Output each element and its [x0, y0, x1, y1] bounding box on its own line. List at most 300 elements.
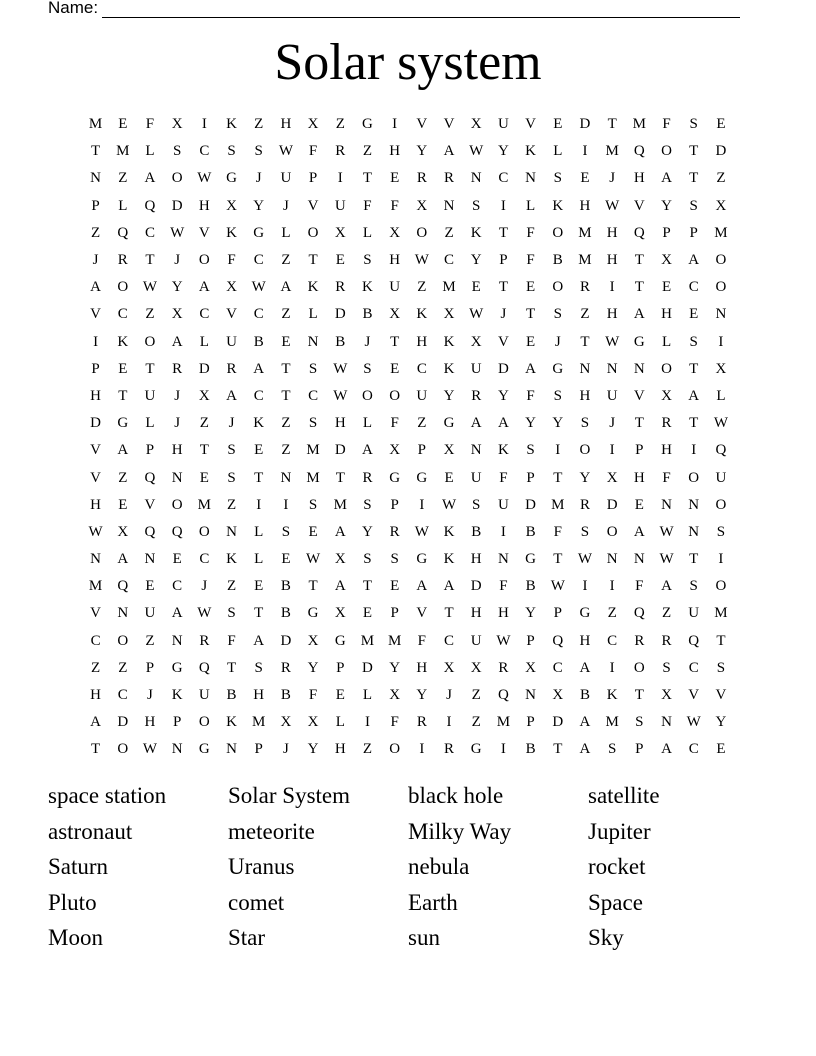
- grid-letter[interactable]: D: [334, 442, 346, 459]
- grid-letter[interactable]: X: [334, 551, 346, 568]
- grid-letter[interactable]: O: [633, 659, 645, 676]
- grid-letter[interactable]: H: [661, 306, 672, 323]
- grid-letter[interactable]: J: [282, 197, 289, 214]
- grid-letter[interactable]: B: [253, 333, 264, 350]
- grid-letter[interactable]: T: [689, 170, 699, 187]
- grid-letter[interactable]: A: [688, 252, 700, 269]
- grid-letter[interactable]: N: [90, 170, 102, 187]
- grid-letter[interactable]: Z: [91, 224, 101, 241]
- grid-letter[interactable]: J: [228, 415, 235, 432]
- grid-letter[interactable]: C: [199, 551, 210, 568]
- grid-letter[interactable]: T: [553, 551, 563, 568]
- grid-letter[interactable]: H: [334, 741, 346, 758]
- grid-letter[interactable]: N: [497, 551, 509, 568]
- grid-letter[interactable]: K: [226, 116, 237, 133]
- grid-letter[interactable]: V: [416, 605, 428, 622]
- grid-letter[interactable]: C: [172, 578, 183, 595]
- grid-letter[interactable]: C: [199, 306, 210, 323]
- grid-letter[interactable]: R: [579, 496, 590, 513]
- grid-letter[interactable]: U: [470, 469, 482, 486]
- grid-letter[interactable]: K: [226, 224, 237, 241]
- grid-letter[interactable]: V: [497, 333, 509, 350]
- grid-letter[interactable]: P: [336, 659, 345, 676]
- grid-letter[interactable]: Z: [417, 415, 427, 432]
- grid-letter[interactable]: Q: [144, 523, 156, 540]
- grid-letter[interactable]: E: [172, 551, 182, 568]
- grid-letter[interactable]: J: [174, 387, 181, 404]
- grid-letter[interactable]: S: [689, 197, 698, 214]
- grid-letter[interactable]: I: [555, 442, 561, 459]
- grid-letter[interactable]: C: [416, 360, 427, 377]
- grid-letter[interactable]: I: [500, 741, 506, 758]
- grid-letter[interactable]: N: [171, 469, 183, 486]
- grid-letter[interactable]: A: [579, 714, 591, 731]
- grid-letter[interactable]: D: [198, 360, 210, 377]
- grid-letter[interactable]: O: [579, 442, 591, 459]
- grid-letter[interactable]: A: [633, 306, 645, 323]
- grid-letter[interactable]: X: [661, 687, 672, 704]
- grid-letter[interactable]: Y: [416, 687, 428, 704]
- grid-letter[interactable]: O: [715, 252, 727, 269]
- grid-letter[interactable]: V: [688, 687, 700, 704]
- grid-letter[interactable]: W: [441, 496, 457, 513]
- grid-letter[interactable]: T: [281, 360, 291, 377]
- grid-letter[interactable]: S: [227, 442, 236, 459]
- grid-letter[interactable]: J: [282, 741, 289, 758]
- grid-letter[interactable]: A: [253, 632, 265, 649]
- grid-letter[interactable]: G: [334, 632, 346, 649]
- grid-letter[interactable]: Y: [525, 415, 537, 432]
- grid-letter[interactable]: E: [661, 279, 672, 296]
- grid-letter[interactable]: T: [634, 415, 644, 432]
- grid-letter[interactable]: J: [609, 415, 616, 432]
- grid-letter[interactable]: B: [335, 333, 346, 350]
- grid-letter[interactable]: S: [662, 659, 671, 676]
- grid-letter[interactable]: I: [609, 659, 615, 676]
- grid-letter[interactable]: M: [442, 279, 456, 296]
- grid-letter[interactable]: V: [198, 224, 210, 241]
- grid-letter[interactable]: K: [606, 687, 618, 704]
- grid-letter[interactable]: P: [145, 659, 155, 676]
- grid-letter[interactable]: P: [390, 496, 399, 513]
- grid-letter[interactable]: S: [526, 442, 535, 459]
- grid-letter[interactable]: H: [579, 387, 591, 404]
- grid-letter[interactable]: B: [362, 306, 373, 323]
- grid-letter[interactable]: V: [90, 442, 102, 459]
- grid-letter[interactable]: K: [443, 551, 455, 568]
- grid-letter[interactable]: V: [90, 605, 102, 622]
- grid-letter[interactable]: X: [416, 197, 428, 214]
- grid-letter[interactable]: Q: [497, 687, 509, 704]
- grid-letter[interactable]: H: [389, 252, 401, 269]
- grid-letter[interactable]: S: [172, 143, 182, 160]
- grid-letter[interactable]: A: [171, 605, 183, 622]
- grid-letter[interactable]: R: [444, 170, 455, 187]
- grid-letter[interactable]: N: [688, 523, 700, 540]
- grid-letter[interactable]: T: [526, 306, 536, 323]
- grid-letter[interactable]: H: [633, 170, 645, 187]
- grid-letter[interactable]: U: [688, 605, 700, 622]
- grid-letter[interactable]: W: [251, 279, 266, 296]
- grid-letter[interactable]: O: [117, 279, 129, 296]
- grid-letter[interactable]: T: [254, 469, 264, 486]
- grid-letter[interactable]: H: [416, 333, 428, 350]
- grid-letter[interactable]: B: [525, 741, 536, 758]
- grid-letter[interactable]: E: [634, 496, 644, 513]
- grid-letter[interactable]: U: [144, 387, 156, 404]
- grid-letter[interactable]: Q: [144, 197, 156, 214]
- grid-letter[interactable]: A: [90, 714, 102, 731]
- grid-letter[interactable]: W: [605, 197, 620, 214]
- grid-letter[interactable]: H: [470, 605, 482, 622]
- grid-letter[interactable]: E: [118, 496, 128, 513]
- grid-letter[interactable]: J: [446, 687, 452, 704]
- grid-letter[interactable]: N: [171, 741, 183, 758]
- grid-letter[interactable]: I: [582, 143, 588, 160]
- grid-letter[interactable]: Y: [552, 415, 564, 432]
- grid-letter[interactable]: X: [606, 469, 618, 486]
- grid-letter[interactable]: T: [145, 252, 155, 269]
- grid-letter[interactable]: R: [661, 415, 672, 432]
- grid-letter[interactable]: X: [470, 333, 482, 350]
- grid-letter[interactable]: A: [362, 442, 373, 459]
- grid-letter[interactable]: Q: [633, 224, 645, 241]
- grid-letter[interactable]: Y: [443, 387, 455, 404]
- grid-letter[interactable]: P: [390, 605, 399, 622]
- grid-letter[interactable]: L: [362, 415, 373, 432]
- grid-letter[interactable]: P: [172, 714, 182, 731]
- grid-letter[interactable]: O: [198, 523, 210, 540]
- grid-letter[interactable]: X: [117, 523, 129, 540]
- grid-letter[interactable]: Z: [362, 741, 373, 758]
- grid-letter[interactable]: U: [389, 279, 401, 296]
- grid-letter[interactable]: A: [579, 659, 591, 676]
- grid-letter[interactable]: S: [580, 523, 590, 540]
- grid-letter[interactable]: H: [334, 415, 346, 432]
- grid-letter[interactable]: D: [552, 714, 564, 731]
- grid-letter[interactable]: D: [280, 632, 292, 649]
- grid-letter[interactable]: P: [635, 741, 644, 758]
- grid-letter[interactable]: U: [606, 387, 618, 404]
- grid-letter[interactable]: D: [171, 197, 183, 214]
- grid-letter[interactable]: H: [579, 632, 591, 649]
- grid-letter[interactable]: P: [526, 632, 535, 649]
- grid-letter[interactable]: E: [689, 306, 699, 323]
- grid-letter[interactable]: X: [307, 116, 319, 133]
- grid-letter[interactable]: S: [607, 741, 617, 758]
- grid-letter[interactable]: W: [713, 415, 728, 432]
- grid-letter[interactable]: P: [417, 442, 427, 459]
- grid-letter[interactable]: O: [171, 170, 183, 187]
- grid-letter[interactable]: T: [281, 387, 291, 404]
- grid-letter[interactable]: S: [635, 714, 644, 731]
- grid-letter[interactable]: P: [526, 469, 535, 486]
- grid-letter[interactable]: W: [659, 523, 674, 540]
- grid-letter[interactable]: E: [118, 360, 128, 377]
- grid-letter[interactable]: I: [419, 741, 425, 758]
- grid-letter[interactable]: M: [605, 143, 619, 160]
- grid-letter[interactable]: A: [144, 170, 156, 187]
- grid-letter[interactable]: T: [607, 116, 617, 133]
- grid-letter[interactable]: P: [91, 197, 100, 214]
- grid-letter[interactable]: G: [416, 469, 428, 486]
- grid-letter[interactable]: W: [469, 306, 484, 323]
- grid-letter[interactable]: T: [226, 659, 237, 676]
- grid-letter[interactable]: X: [715, 360, 727, 377]
- grid-letter[interactable]: Q: [144, 469, 156, 486]
- grid-letter[interactable]: C: [253, 387, 264, 404]
- grid-letter[interactable]: Z: [335, 116, 345, 133]
- grid-letter[interactable]: Z: [91, 659, 101, 676]
- grid-letter[interactable]: N: [633, 360, 645, 377]
- grid-letter[interactable]: X: [525, 659, 537, 676]
- grid-letter[interactable]: A: [633, 523, 645, 540]
- grid-letter[interactable]: L: [281, 224, 291, 241]
- grid-letter[interactable]: T: [91, 741, 101, 758]
- grid-letter[interactable]: N: [280, 469, 292, 486]
- grid-letter[interactable]: T: [362, 170, 373, 187]
- grid-letter[interactable]: N: [606, 551, 618, 568]
- grid-letter[interactable]: F: [308, 143, 318, 160]
- grid-letter[interactable]: S: [580, 415, 590, 432]
- grid-letter[interactable]: N: [688, 496, 700, 513]
- grid-letter[interactable]: W: [659, 551, 674, 568]
- grid-letter[interactable]: V: [416, 116, 428, 133]
- grid-letter[interactable]: X: [198, 387, 210, 404]
- grid-letter[interactable]: M: [605, 714, 619, 731]
- grid-letter[interactable]: W: [278, 143, 293, 160]
- grid-letter[interactable]: H: [171, 442, 183, 459]
- grid-letter[interactable]: F: [390, 415, 399, 432]
- grid-letter[interactable]: D: [362, 659, 373, 676]
- grid-letter[interactable]: W: [333, 360, 348, 377]
- grid-letter[interactable]: W: [170, 224, 185, 241]
- grid-letter[interactable]: P: [254, 741, 263, 758]
- grid-letter[interactable]: L: [716, 387, 726, 404]
- grid-letter[interactable]: S: [553, 170, 562, 187]
- grid-letter[interactable]: W: [496, 632, 511, 649]
- grid-letter[interactable]: K: [497, 442, 509, 459]
- grid-letter[interactable]: H: [633, 469, 645, 486]
- grid-letter[interactable]: B: [552, 252, 563, 269]
- grid-letter[interactable]: I: [337, 170, 343, 187]
- grid-letter[interactable]: S: [227, 143, 236, 160]
- grid-letter[interactable]: S: [390, 551, 399, 568]
- grid-letter[interactable]: P: [308, 170, 318, 187]
- grid-letter[interactable]: I: [718, 551, 724, 568]
- grid-letter[interactable]: C: [498, 170, 509, 187]
- grid-letter[interactable]: V: [525, 116, 537, 133]
- grid-letter[interactable]: Q: [688, 632, 700, 649]
- grid-letter[interactable]: X: [226, 197, 237, 214]
- grid-letter[interactable]: D: [525, 496, 537, 513]
- grid-letter[interactable]: M: [551, 496, 565, 513]
- grid-letter[interactable]: F: [145, 116, 155, 133]
- grid-letter[interactable]: Z: [145, 306, 155, 323]
- grid-letter[interactable]: H: [90, 387, 102, 404]
- grid-letter[interactable]: T: [444, 605, 454, 622]
- grid-letter[interactable]: D: [117, 714, 129, 731]
- grid-letter[interactable]: M: [306, 469, 320, 486]
- grid-letter[interactable]: T: [199, 442, 209, 459]
- grid-letter[interactable]: N: [443, 197, 455, 214]
- grid-letter[interactable]: D: [497, 360, 509, 377]
- grid-letter[interactable]: K: [226, 551, 237, 568]
- grid-letter[interactable]: S: [363, 551, 372, 568]
- grid-letter[interactable]: N: [90, 551, 102, 568]
- grid-letter[interactable]: L: [308, 306, 318, 323]
- grid-letter[interactable]: J: [147, 687, 153, 704]
- grid-letter[interactable]: M: [387, 632, 402, 649]
- grid-letter[interactable]: E: [716, 741, 726, 758]
- grid-letter[interactable]: R: [226, 360, 237, 377]
- grid-letter[interactable]: D: [334, 306, 346, 323]
- grid-letter[interactable]: F: [526, 387, 535, 404]
- grid-letter[interactable]: C: [253, 252, 264, 269]
- grid-letter[interactable]: Y: [579, 469, 591, 486]
- grid-letter[interactable]: B: [280, 578, 291, 595]
- grid-letter[interactable]: S: [716, 659, 726, 676]
- grid-letter[interactable]: W: [605, 333, 620, 350]
- grid-letter[interactable]: Z: [281, 442, 291, 459]
- grid-letter[interactable]: M: [714, 605, 728, 622]
- grid-letter[interactable]: T: [553, 469, 563, 486]
- grid-letter[interactable]: H: [606, 224, 618, 241]
- grid-letter[interactable]: M: [306, 442, 320, 459]
- grid-letter[interactable]: F: [390, 197, 399, 214]
- grid-letter[interactable]: J: [174, 415, 181, 432]
- grid-letter[interactable]: W: [197, 170, 212, 187]
- grid-letter[interactable]: T: [308, 578, 318, 595]
- grid-letter[interactable]: G: [525, 551, 537, 568]
- grid-letter[interactable]: O: [661, 143, 672, 160]
- grid-letter[interactable]: H: [606, 252, 618, 269]
- grid-letter[interactable]: E: [145, 578, 155, 595]
- grid-letter[interactable]: M: [578, 224, 592, 241]
- grid-letter[interactable]: K: [226, 714, 237, 731]
- grid-letter[interactable]: F: [526, 224, 535, 241]
- grid-letter[interactable]: R: [471, 387, 482, 404]
- grid-letter[interactable]: X: [171, 306, 183, 323]
- grid-letter[interactable]: F: [553, 523, 562, 540]
- grid-letter[interactable]: T: [308, 252, 318, 269]
- grid-letter[interactable]: C: [688, 279, 699, 296]
- grid-letter[interactable]: Q: [552, 632, 564, 649]
- grid-letter[interactable]: C: [90, 632, 101, 649]
- grid-letter[interactable]: T: [254, 605, 264, 622]
- name-underline[interactable]: [102, 1, 740, 18]
- grid-letter[interactable]: K: [525, 143, 537, 160]
- grid-letter[interactable]: A: [688, 387, 700, 404]
- grid-letter[interactable]: U: [497, 116, 509, 133]
- grid-letter[interactable]: P: [635, 442, 644, 459]
- grid-letter[interactable]: L: [362, 687, 373, 704]
- grid-letter[interactable]: W: [414, 252, 429, 269]
- grid-letter[interactable]: A: [443, 143, 455, 160]
- grid-letter[interactable]: U: [226, 333, 237, 350]
- grid-letter[interactable]: E: [390, 170, 400, 187]
- grid-letter[interactable]: R: [498, 659, 509, 676]
- grid-letter[interactable]: F: [227, 252, 236, 269]
- grid-letter[interactable]: C: [117, 306, 128, 323]
- grid-letter[interactable]: K: [253, 415, 265, 432]
- grid-letter[interactable]: C: [688, 741, 699, 758]
- grid-letter[interactable]: C: [308, 387, 319, 404]
- grid-letter[interactable]: A: [497, 415, 509, 432]
- grid-letter[interactable]: N: [661, 496, 672, 513]
- grid-letter[interactable]: I: [609, 279, 615, 296]
- grid-letter[interactable]: K: [443, 523, 455, 540]
- grid-letter[interactable]: M: [578, 252, 592, 269]
- grid-letter[interactable]: B: [471, 523, 482, 540]
- grid-letter[interactable]: E: [444, 469, 454, 486]
- grid-letter[interactable]: M: [714, 224, 728, 241]
- grid-letter[interactable]: S: [227, 469, 236, 486]
- grid-letter[interactable]: P: [91, 360, 100, 377]
- grid-letter[interactable]: U: [280, 170, 292, 187]
- grid-letter[interactable]: O: [416, 224, 428, 241]
- grid-letter[interactable]: I: [691, 442, 697, 459]
- grid-letter[interactable]: E: [390, 578, 400, 595]
- grid-letter[interactable]: H: [280, 116, 292, 133]
- grid-letter[interactable]: H: [389, 143, 401, 160]
- grid-letter[interactable]: E: [254, 578, 264, 595]
- grid-letter[interactable]: Y: [171, 279, 183, 296]
- grid-letter[interactable]: G: [171, 659, 183, 676]
- grid-letter[interactable]: Z: [145, 632, 155, 649]
- grid-letter[interactable]: Y: [661, 197, 672, 214]
- grid-letter[interactable]: L: [254, 523, 264, 540]
- grid-letter[interactable]: P: [499, 252, 508, 269]
- grid-letter[interactable]: N: [171, 632, 183, 649]
- grid-letter[interactable]: N: [470, 170, 482, 187]
- grid-letter[interactable]: F: [526, 252, 535, 269]
- grid-letter[interactable]: R: [444, 741, 455, 758]
- grid-letter[interactable]: O: [715, 496, 727, 513]
- grid-letter[interactable]: P: [553, 605, 562, 622]
- grid-letter[interactable]: O: [661, 360, 672, 377]
- grid-letter[interactable]: G: [416, 551, 428, 568]
- grid-letter[interactable]: X: [661, 252, 672, 269]
- grid-letter[interactable]: S: [363, 496, 372, 513]
- grid-letter[interactable]: F: [390, 714, 399, 731]
- grid-letter[interactable]: D: [579, 116, 591, 133]
- grid-letter[interactable]: R: [172, 360, 183, 377]
- grid-letter[interactable]: L: [335, 714, 345, 731]
- grid-letter[interactable]: N: [661, 714, 672, 731]
- grid-letter[interactable]: C: [144, 224, 155, 241]
- grid-letter[interactable]: I: [500, 523, 506, 540]
- grid-letter[interactable]: Y: [715, 714, 727, 731]
- grid-letter[interactable]: C: [444, 632, 455, 649]
- grid-letter[interactable]: N: [117, 605, 129, 622]
- grid-letter[interactable]: R: [199, 632, 210, 649]
- grid-letter[interactable]: O: [715, 279, 727, 296]
- grid-letter[interactable]: E: [553, 116, 563, 133]
- grid-letter[interactable]: M: [116, 143, 130, 160]
- grid-letter[interactable]: L: [362, 224, 373, 241]
- grid-letter[interactable]: S: [689, 333, 698, 350]
- grid-letter[interactable]: Y: [525, 605, 537, 622]
- grid-letter[interactable]: U: [416, 387, 428, 404]
- grid-letter[interactable]: Z: [661, 605, 672, 622]
- grid-letter[interactable]: O: [606, 523, 618, 540]
- grid-letter[interactable]: S: [472, 496, 481, 513]
- grid-letter[interactable]: E: [118, 116, 128, 133]
- grid-letter[interactable]: T: [362, 578, 373, 595]
- grid-letter[interactable]: H: [606, 306, 618, 323]
- grid-letter[interactable]: Z: [281, 252, 291, 269]
